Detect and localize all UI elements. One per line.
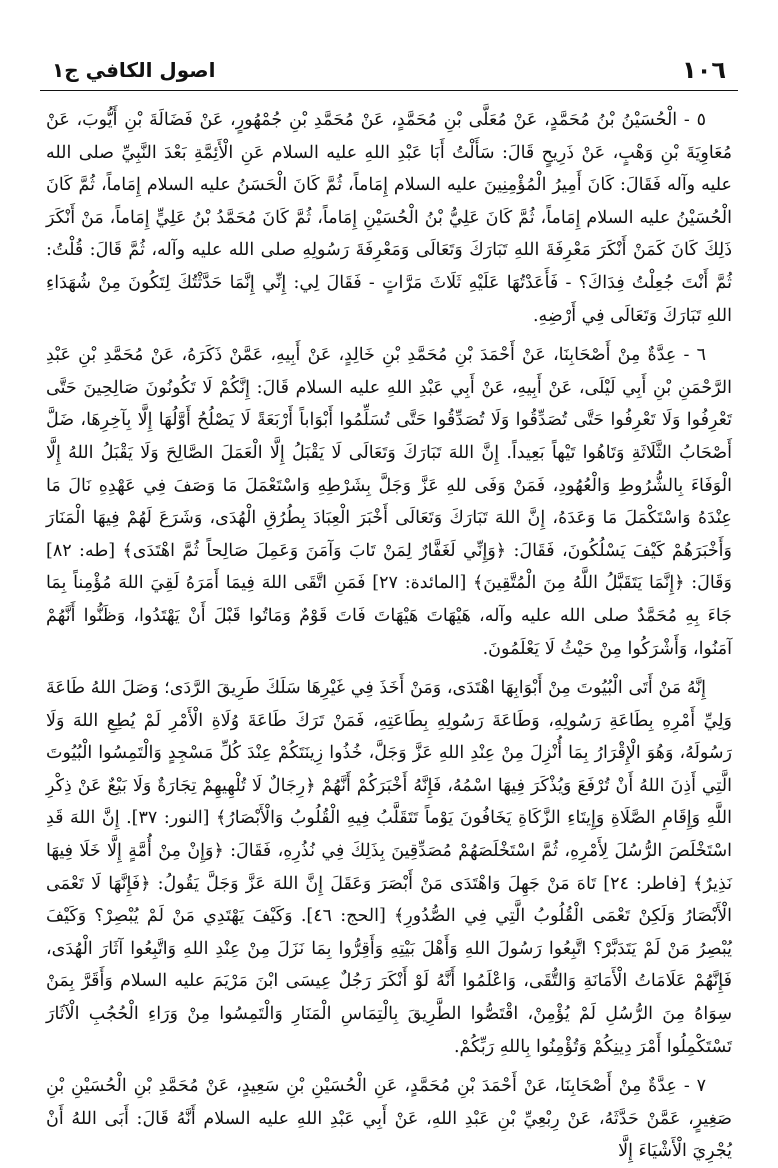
header-rule <box>40 90 738 91</box>
page-body <box>46 104 733 1162</box>
page-number: ١٠٦ <box>682 56 726 84</box>
running-title: اصول الكافي ج١ <box>52 58 216 82</box>
page-header <box>40 56 738 90</box>
hadith-paragraph: ٧ - عِدَّةٌ مِنْ أَصْحَابِنَا، عَنْ أَحْمَدَ بْنِ مُحَمَّدٍ، عَنِ الْحُسَيْنِ بْنِ سَعِيدٍ، عَنْ مُحَمَّدِ بْنِ الْحُسَيْنِ بْنِ صَغِيرٍ، عَمَّنْ حَدَّثَهُ، عَنْ رِبْعِيِّ بْنِ عَبْدِ اللهِ، عَنْ أَبِي عَبْدِ اللهِ عليه السلام أَنَّهُ قَالَ: أَبَى اللهُ أَنْ يُجْرِيَ الْأَشْيَاءَ إِلَّا <box>46 1076 732 1162</box>
hadith-continuation-paragraph: إِنَّهُ مَنْ أَتَى الْبُيُوتَ مِنْ أَبْوَابِهَا اهْتَدَى، وَمَنْ أَخَذَ فِي غَيْرِهَا سَلَكَ طَرِيقَ الرَّدَى؛ وَصَلَ اللهُ طَاعَةَ وَلِيِّ أَمْرِهِ بِطَاعَةِ رَسُولِهِ، وَطَاعَةَ رَسُولِهِ بِطَاعَتِهِ، فَمَنْ تَرَكَ طَاعَةَ وُلَاةِ الْأَمْرِ لَمْ يُطِعِ اللهَ وَلَا رَسُولَهُ، وَهُوَ الْإِقْرَارُ بِمَا أُنْزِلَ مِنْ عِنْدِ اللهِ عَزَّ وَجَلَّ، خُذُوا زِينَتَكُمْ عِنْدَ كُلِّ مَسْجِدٍ وَالْتَمِسُوا الْبُيُوتَ الَّتِي أَذِنَ اللهُ أَنْ تُرْفَعَ وَيُذْكَرَ فِيهَا اسْمُهُ، فَإِنَّهُ أَخْبَرَكُمْ أَنَّهُمْ ﴿رِجَالٌ لَا تُلْهِيهِمْ تِجَارَةٌ وَلَا بَيْعٌ عَنْ ذِكْرِ اللَّهِ وَإِقَامِ الصَّلَاةِ وَإِيتَاءِ الزَّكَاةِ يَخَافُونَ يَوْماً تَتَقَلَّبُ فِيهِ الْقُلُوبُ وَالْأَبْصَارُ﴾ [النور: ٣٧]. إِنَّ اللهَ قَدِ اسْتَخْلَصَ الرُّسُلَ لِأَمْرِهِ، ثُمَّ اسْتَخْلَصَهُمْ مُصَدِّقِينَ بِذَلِكَ فِي نُذُرِهِ، فَقَالَ: ﴿وَإِنْ مِنْ أُمَّةٍ إِلَّا خَلَا فِيهَا نَذِيرٌ﴾ [فاطر: ٢٤] تَاهَ مَنْ جَهِلَ وَاهْتَدَى مَنْ أَبْصَرَ وَعَقَلَ إِنَّ اللهَ عَزَّ وَجَلَّ يَقُولُ: ﴿فَإِنَّهَا لَا تَعْمَى الْأَبْصَارُ وَلَكِنْ تَعْمَى الْقُلُوبُ الَّتِي فِي الصُّدُورِ﴾ [الحج: ٤٦]. وَكَيْفَ يَهْتَدِي مَنْ لَمْ يُبْصِرْ؟ وَكَيْفَ يُبْصِرُ مَنْ لَمْ يَتَدَبَّرْ؟ اتَّبِعُوا رَسُولَ اللهِ وَأَهْلَ بَيْتِهِ وَأَقِرُّوا بِمَا نَزَلَ مِنْ عِنْدِ اللهِ وَاتَّبِعُوا آثَارَ الْهُدَى، فَإِنَّهُمْ عَلَامَاتُ الْأَمَانَةِ وَالتُّقَى، وَاعْلَمُوا أَنَّهُ لَوْ أَنْكَرَ رَجُلٌ عِيسَى ابْنَ مَرْيَمَ عليه السلام وَأَقَرَّ بِمَنْ سِوَاهُ مِنَ الرُّسُلِ لَمْ يُؤْمِنْ، اقْتَصُّوا الطَّرِيقَ بِالْتِمَاسِ الْمَنَارِ وَالْتَمِسُوا مِنْ وَرَاءِ الْحُجُبِ الْآثَارَ تَسْتَكْمِلُوا أَمْرَ دِينِكُمْ وَتُؤْمِنُوا بِاللهِ رَبِّكُمْ. <box>46 678 733 1057</box>
hadith-paragraph: ٥ - الْحُسَيْنُ بْنُ مُحَمَّدٍ، عَنْ مُعَلَّى بْنِ مُحَمَّدٍ، عَنْ مُحَمَّدِ بْنِ جُمْهُورٍ، عَنْ فَضَالَةَ بْنِ أَيُّوبَ، عَنْ مُعَاوِيَةَ بْنِ وَهْبٍ، عَنْ ذَرِيحٍ قَالَ: سَأَلْتُ أَبَا عَبْدِ اللهِ عليه السلام عَنِ الْأَئِمَّةِ بَعْدَ النَّبِيِّ صلى الله عليه وآله فَقَالَ: كَانَ أَمِيرُ الْمُؤْمِنِينَ عليه السلام إِمَاماً، ثُمَّ كَانَ الْحَسَنُ عليه السلام إِمَاماً، ثُمَّ كَانَ الْحُسَيْنُ عليه السلام إِمَاماً، ثُمَّ كَانَ عَلِيُّ بْنُ الْحُسَيْنِ إِمَاماً، ثُمَّ كَانَ مُحَمَّدُ بْنُ عَلِيٍّ إِمَاماً، مَنْ أَنْكَرَ ذَلِكَ كَانَ كَمَنْ أَنْكَرَ مَعْرِفَةَ اللهِ تَبَارَكَ وَتَعَالَى وَمَعْرِفَةَ رَسُولِهِ صلى الله عليه وآله، ثُمَّ قَالَ: قُلْتُ: ثُمَّ أَنْتَ جُعِلْتُ فِدَاكَ؟ - فَأَعَدْتُهَا عَلَيْهِ ثَلَاثَ مَرَّاتٍ - فَقَالَ لِي: إِنِّي إِنَّمَا حَدَّثْتُكَ لِتَكُونَ مِنْ شُهَدَاءِ اللهِ تَبَارَكَ وَتَعَالَى فِي أَرْضِهِ. <box>46 110 732 326</box>
hadith-paragraph: ٦ - عِدَّةٌ مِنْ أَصْحَابِنَا، عَنْ أَحْمَدَ بْنِ مُحَمَّدِ بْنِ خَالِدٍ، عَنْ أَبِيهِ، عَمَّنْ ذَكَرَهُ، عَنْ مُحَمَّدِ بْنِ عَبْدِ الرَّحْمَنِ بْنِ أَبِي لَيْلَى، عَنْ أَبِيهِ، عَنْ أَبِي عَبْدِ اللهِ عليه السلام قَالَ: إِنَّكُمْ لَا تَكُونُونَ صَالِحِينَ حَتَّى تَعْرِفُوا وَلَا تَعْرِفُوا حَتَّى تُصَدِّقُوا وَلَا تُصَدِّقُوا حَتَّى تُسَلِّمُوا أَبْوَاباً أَرْبَعَةً لَا يَصْلُحُ أَوَّلُهَا إِلَّا بِآخِرِهَا، ضَلَّ أَصْحَابُ الثَّلَاثَةِ وَتَاهُوا تَيْهاً بَعِيداً. إِنَّ اللهَ تَبَارَكَ وَتَعَالَى لَا يَقْبَلُ إِلَّا الْعَمَلَ الصَّالِحَ وَلَا يَقْبَلُ اللهُ إِلَّا الْوَفَاءَ بِالشُّرُوطِ وَالْعُهُودِ، فَمَنْ وَفَى للهِ عَزَّ وَجَلَّ بِشَرْطِهِ وَاسْتَعْمَلَ مَا وَصَفَ فِي عَهْدِهِ نَالَ مَا عِنْدَهُ وَاسْتَكْمَلَ مَا وَعَدَهُ، إِنَّ اللهَ تَبَارَكَ وَتَعَالَى أَخْبَرَ الْعِبَادَ بِطُرُقِ الْهُدَى، وَشَرَعَ لَهُمْ فِيهَا الْمَنَارَ وَأَخْبَرَهُمْ كَيْفَ يَسْلُكُونَ، فَقَالَ: ﴿وَإِنِّي لَغَفَّارٌ لِمَنْ تَابَ وَآمَنَ وَعَمِلَ صَالِحاً ثُمَّ اهْتَدَى﴾ [طه: ٨٢] وَقَالَ: ﴿إِنَّمَا يَتَقَبَّلُ اللَّهُ مِنَ الْمُتَّقِينَ﴾ [المائدة: ٢٧] فَمَنِ اتَّقَى اللهَ فِيمَا أَمَرَهُ لَقِيَ اللهَ مُؤْمِناً بِمَا جَاءَ بِهِ مُحَمَّدٌ صلى الله عليه وآله، هَيْهَاتَ هَيْهَاتَ فَاتَ قَوْمٌ وَمَاتُوا قَبْلَ أَنْ يَهْتَدُوا، وَظَنُّوا أَنَّهُمْ آمَنُوا، وَأَشْرَكُوا مِنْ حَيْثُ لَا يَعْلَمُونَ. <box>46 345 732 659</box>
